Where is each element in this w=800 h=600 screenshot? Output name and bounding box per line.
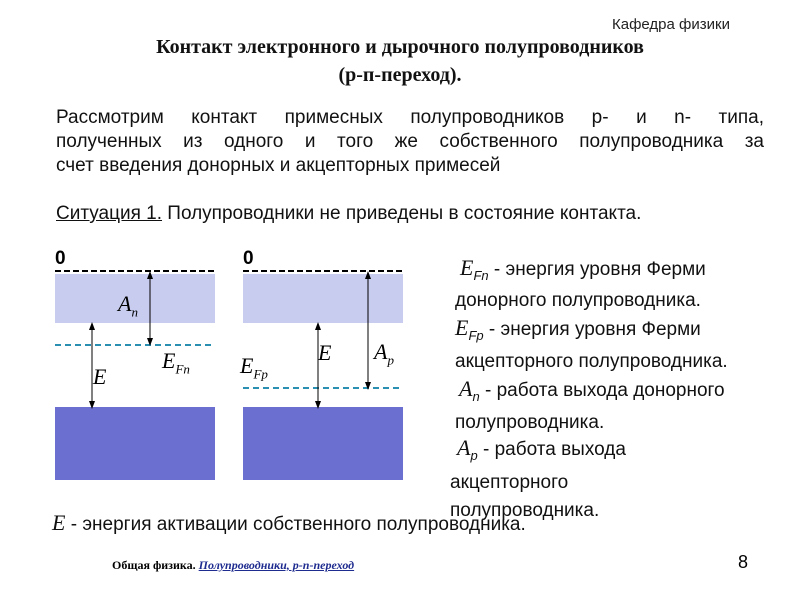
- n-fermi-label: $E_{Fn}$: [162, 348, 190, 377]
- page-title-line1: Контакт электронного и дырочного полупроводников: [156, 36, 644, 58]
- legend-ap: $A_p$ - работа выхода: [457, 435, 626, 463]
- legend-efn-cont: донорного полупроводника.: [455, 290, 701, 311]
- legend-efp: $E_{Fp}$ - энергия уровня Ферми: [455, 315, 701, 343]
- p-activation-energy-label: E: [318, 340, 332, 365]
- legend-efp-cont: акцепторного полупроводника.: [455, 351, 728, 372]
- legend-an: $A_n$ - работа выхода донорного: [459, 376, 725, 404]
- legend-ap-cont1: акцепторного: [450, 472, 569, 493]
- footer: [112, 558, 354, 573]
- p-fermi-label: $E_{Fp}$: [240, 353, 268, 382]
- page-title-line2: (р-п-переход).: [338, 64, 462, 86]
- p-zero-label: 0: [243, 248, 254, 269]
- intro-line-2: полученных из одного и того же собственного полупроводника за: [56, 131, 764, 152]
- p-conduction-band: [243, 274, 403, 323]
- legend-efn: $E_{Fn}$ - энергия уровня Ферми: [460, 255, 706, 283]
- legend-ap-cont2: полупроводника.: [450, 500, 600, 521]
- intro-line-3: счет введения донорных и акцепторных примесей: [56, 155, 501, 176]
- p-work-function-label: $A_p$: [374, 339, 394, 368]
- n-work-function-label: $A_n$: [118, 291, 138, 320]
- legend-an-cont: полупроводника.: [455, 412, 605, 433]
- page-number: 8: [738, 552, 749, 572]
- n-activation-energy-label: E: [93, 364, 107, 389]
- footer-course: Общая физика.: [112, 558, 199, 572]
- activation-energy-note: E - энергия активации собственного полупроводника.: [52, 510, 526, 535]
- p-valence-band: [243, 407, 403, 480]
- n-zero-label: 0: [55, 248, 66, 269]
- department-label: Кафедра физики: [612, 16, 730, 33]
- n-valence-band: [55, 407, 215, 480]
- footer-topic-link[interactable]: Полупроводники, p-n-переход: [198, 558, 355, 572]
- intro-line-1: Рассмотрим контакт примесных полупроводников p- и n- типа,: [56, 107, 764, 128]
- situation-text: Полупроводники не приведены в состояние контакта.: [162, 203, 642, 224]
- situation-label: Ситуация 1.: [56, 203, 163, 224]
